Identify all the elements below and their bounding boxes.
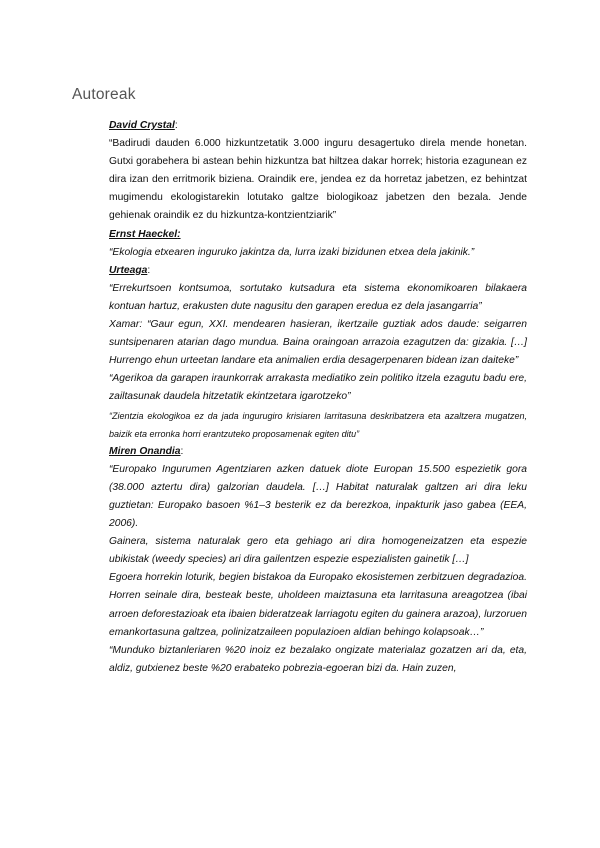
author-name: Ernst Haeckel [109,228,178,240]
quote-paragraph: Egoera horrekin loturik, begien bistakoa da Europako ekosistemen zerbitzuen degradazioa. Horren seinale dira, besteak beste, uholdeen maiztasuna eta larritasuna areagotzea (ibai arroen deforestazioak eta ibaien bideratzeak larriagotu egiten du gainera arazoa), lurzoruen emankortasuna galtzea, polinizatzaileen populazioen aldian behingo kolapsoak…” [109,572,527,638]
document-body [109,117,527,678]
author-line: Ernst Haeckel: [109,228,181,240]
author-line: Urteaga: [109,264,151,276]
quote-paragraph: “Errekurtsoen kontsumoa, sortutako kutsadura eta sistema ekonomikoaren bilakaera kontuan hartuz, erakusten dute nagusitu den garapen eredua ez dela jasangarria” [109,282,527,312]
quote-paragraph: “Agerikoa da garapen iraunkorrak arrakasta mediatiko zein politiko itzela ezagutu badu ere, zailtasunak daudela hitzetatik ekintzetara igarotzeko” [109,373,527,403]
author-name: Urteaga [109,264,148,276]
quote-paragraph: “Europako Ingurumen Agentziaren azken datuek diote Europan 15.500 espezietik gora (38.000 aztertu dira) galzorian daudela. […] Habitat naturalak galtzen ari dira leku guztietan: Europako basoen %1–3 besterik ez da berezkoa, inpakturik jaso gabea (EEA, 2006). [109,463,527,530]
quote-paragraph: “Badirudi dauden 6.000 hizkuntzetatik 3.000 inguru desagertuko direla mende honetan. Gutxi gorabehera bi astean behin hizkuntza bat hiltzea dakar horrek; historia ezagunean ez dira izan den erritmorik biziena. Oraindik ere, jendea ez da horretaz jabetzen, ez behintzat mugimendu ekologistarekin lotutako galtze biologikoaz jabetzen den bezala. Jende gehienak oraindik ez du hizkuntza-kontzientziarik” [109,138,527,222]
page-heading: Autoreak [72,86,136,103]
quote-paragraph: “Zientzia ekologikoa ez da jada ingurugiro krisiaren larritasuna deskribatzera eta azaltzera mugatzen, baizik eta erronka horri erantzuteko proposamenak egiten ditu” [109,410,527,439]
quote-paragraph: “Munduko biztanleriaren %20 inoiz ez bezalako ongizate materialaz gozatzen ari da, eta, aldiz, gutxienez beste %20 erabateko pobrezia-egoeran bizi da. Hain zuzen, [109,644,527,674]
author-name: David Crystal [109,120,175,131]
author-line: Miren Onandia: [109,445,184,457]
quote-paragraph: Gainera, sistema naturalak gero eta gehiago ari dira homogeneizatzen eta espezie ubikistak (weedy species) ari dira gailentzen espezie espezialisten gainetik […] [109,536,527,566]
author-line: David Crystal: [109,120,178,131]
quote-paragraph: Xamar: “Gaur egun, XXI. mendearen hasieran, ikertzaile guztiak ados daude: seigarren suntsipenaren atarian dago mundua. Baina oraingoan arrazoia ezagutzen da: gizakia. […] Hurrengo ehun urteetan landare eta animalien erdia desagerpenaren bidean izan daiteke” [109,319,527,367]
quote-paragraph: “Ekologia etxearen inguruko jakintza da, lurra izaki bizidunen etxea dela jakinik.” [109,246,475,258]
author-name: Miren Onandia [109,445,181,457]
